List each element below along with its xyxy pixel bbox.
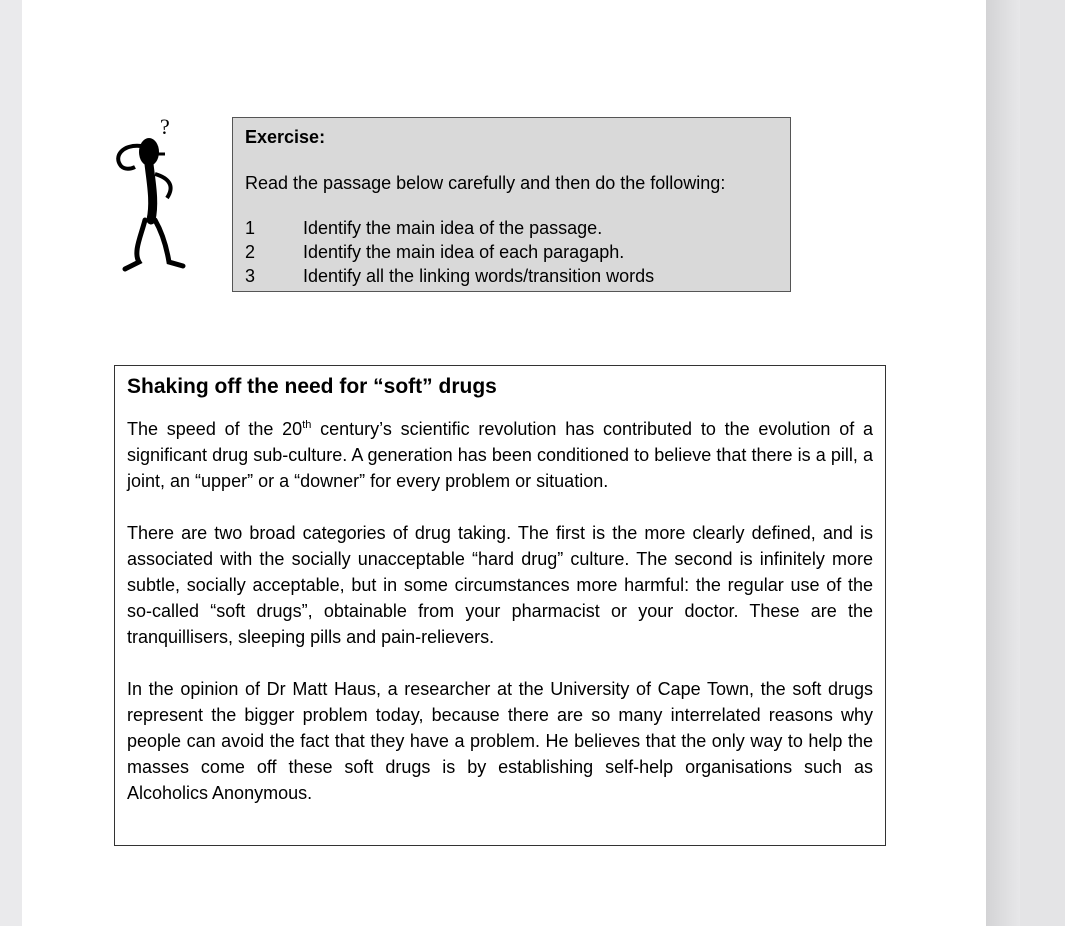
passage-paragraph-2: There are two broad categories of drug taking. The first is the more clearly defined, and is associated with the socially unacceptable “hard drug” culture. The second is infinitely more subtle, socially acceptable, but in some circumstances more harmful: the regular use of the so-called “soft drugs”, obtainable from your pharmacist or your doctor. These are the tranquillisers, sleeping pills and pain-relievers. [127, 523, 873, 647]
list-item-text: Identify the main idea of the passage. [303, 218, 603, 238]
passage-paragraph-3: In the opinion of Dr Matt Haus, a researcher at the University of Cape Town, the soft drugs represent the bigger problem today, because there are so many interrelated reasons why people can avoid the fact that they have a problem. He believes that the only way to help the masses come off these soft drugs is by establishing self-help organisations such as Alcoholics Anonymous. [127, 679, 873, 803]
exercise-instruction: Read the passage below carefully and then do the following: [245, 173, 726, 193]
list-item-number: 2 [245, 242, 256, 262]
passage-paragraph-1 [127, 416, 873, 494]
exercise-box [232, 117, 791, 292]
list-item-text: Identify all the linking words/transition words [303, 266, 655, 286]
paragraph-text: The speed of the 20 [127, 419, 303, 439]
confused-stick-figure-icon [105, 112, 195, 277]
paragraph-text: century’s scientific revolution has contributed to the evolution of a significant drug sub-culture. A generation has been conditioned to believe that there is a pill, a joint, an “upper” or a “downer” for every problem or situation. [127, 419, 873, 491]
passage-box [114, 365, 886, 846]
list-item [245, 240, 778, 264]
list-item [245, 264, 778, 288]
page-shadow [986, 0, 1020, 926]
list-item-number: 1 [245, 218, 256, 238]
ordinal-superscript: th [302, 419, 312, 431]
question-mark: ? [160, 114, 170, 139]
list-item [245, 216, 778, 240]
exercise-list [245, 216, 778, 288]
passage-title: Shaking off the need for “soft” drugs [127, 375, 497, 398]
list-item-text: Identify the main idea of each paragaph. [303, 242, 625, 262]
list-item-number: 3 [245, 266, 256, 286]
exercise-title: Exercise: [245, 127, 326, 147]
viewer-left-gutter [0, 0, 22, 926]
